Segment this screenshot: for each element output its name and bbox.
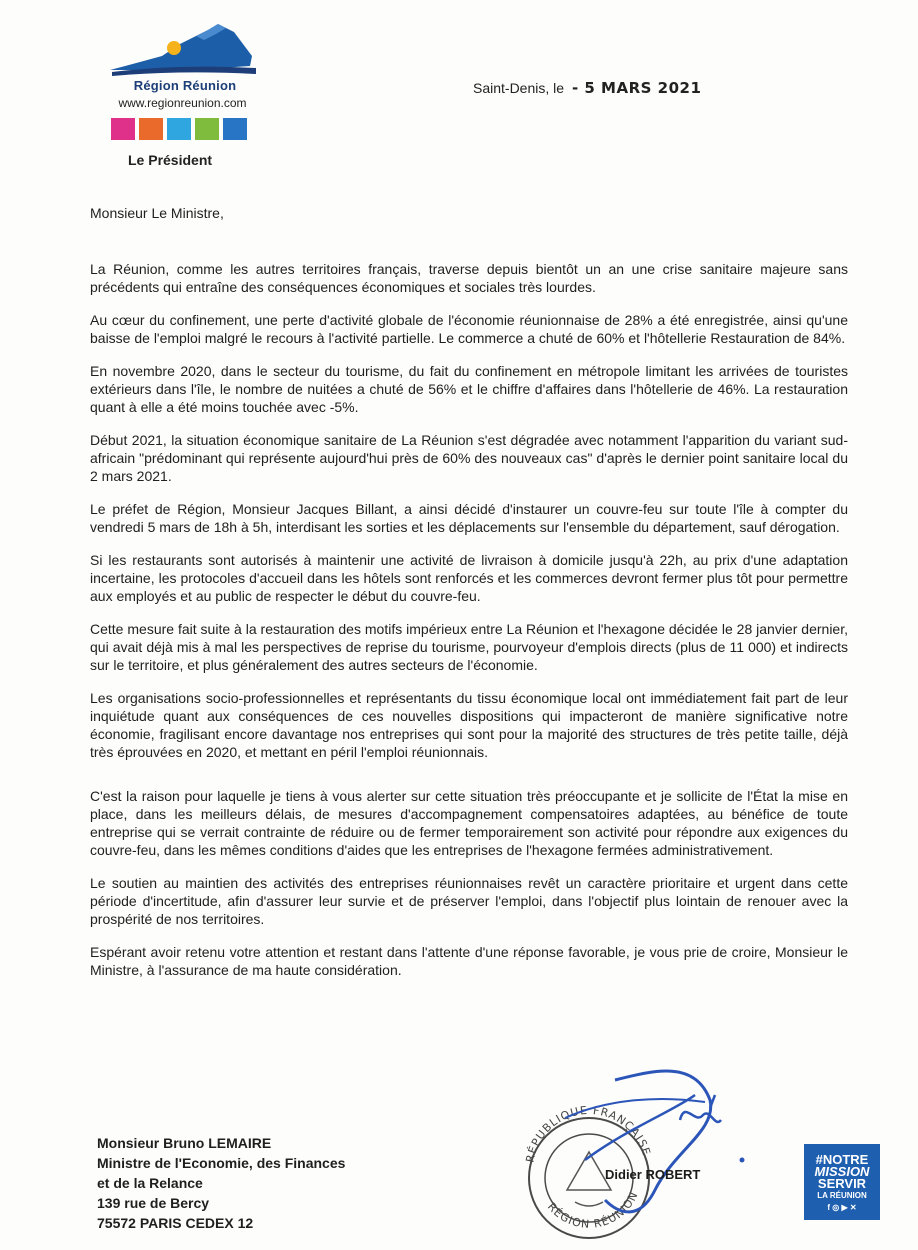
color-swatches	[111, 118, 247, 140]
paragraph: Au cœur du confinement, une perte d'activité globale de l'économie réunionnaise de 28% a été enregistrée, ainsi qu'une baisse de l'emploi malgré le recours à l'activité partielle. Le commerce a chuté de 60% et l'hôtellerie Restauration de 84%.	[90, 312, 848, 346]
recipient-street: 139 rue de Bercy	[97, 1195, 210, 1211]
recipient-title: Ministre de l'Economie, des Finances	[97, 1155, 346, 1171]
org-name: Région Réunion	[133, 78, 237, 93]
mission-badge	[804, 1144, 880, 1220]
badge-line: MISSION	[814, 1164, 870, 1179]
social-icons: f ◎ ▶ ✕	[827, 1203, 857, 1212]
date-value: - 5 MARS 2021	[571, 79, 702, 97]
paragraph: Espérant avoir retenu votre attention et restant dans l'attente d'une réponse favorable, je vous prie de croire, Monsieur le Ministre, à l'assurance de ma haute considération.	[90, 944, 848, 978]
letter-date	[473, 79, 701, 97]
recipient-name: Monsieur Bruno LEMAIRE	[97, 1135, 272, 1151]
mountain-logo-icon	[100, 22, 265, 78]
paragraph: La Réunion, comme les autres territoires français, traverse depuis bientôt un an une crise sanitaire majeure sans précédents qui entraîne des conséquences économiques et sociales très lourdes.	[90, 261, 848, 295]
paragraph: En novembre 2020, dans le secteur du tourisme, du fait du confinement en métropole limitant les arrivées de touristes extérieurs dans l'île, le nombre de nuitées a chuté de 56% et le chiffre d'affaires dans l'hôtellerie de 46%. La restauration quant à elle a été moins touchée avec -5%.	[90, 363, 848, 415]
region-logo	[100, 22, 265, 110]
svg-text:RÉGION RÉUNION: RÉGION RÉUNION	[544, 1189, 641, 1231]
paragraph: Le soutien au maintien des activités des entreprises réunionnaises revêt un caractère prioritaire et urgent dans cette période d'incertitude, afin d'assurer leur survie et de préserver l'emploi, dans l'objectif plus lointain de renouer avec la prospérité de nos territoires.	[90, 875, 848, 927]
swatch-blue	[223, 118, 247, 140]
signer-name: Didier ROBERT	[605, 1167, 701, 1182]
paragraph: Si les restaurants sont autorisés à maintenir une activité de livraison à domicile jusqu'à 22h, au prix d'une adaptation incertaine, les protocoles d'accueil dans les hôtels sont renforcés et les commerces devront fermer plus tôt pour permettre aux employés et au public de respecter le début du couvre-feu.	[90, 552, 848, 604]
sender-title: Le Président	[128, 152, 213, 168]
signature-stamp-icon	[505, 1040, 770, 1250]
org-url: www.regionreunion.com	[118, 96, 247, 110]
swatch-orange	[139, 118, 163, 140]
paragraph: Les organisations socio-professionnelles et représentants du tissu économique local ont immédiatement fait part de leur inquiétude quant aux conséquences de ces nouvelles dispositions qui impacteront de manière significative notre économie, fragilisant encore davantage nos entreprises qui sont pour la majorité des structures de très petite taille, déjà très éprouvées en 2020, et mettant en péril l'emploi réunionnais.	[90, 690, 848, 760]
svg-text:RÉPUBLIQUE FRANÇAISE: RÉPUBLIQUE FRANÇAISE	[523, 1103, 654, 1164]
swatch-green	[195, 118, 219, 140]
recipient-title-2: et de la Relance	[97, 1175, 203, 1191]
badge-line: #NOTRE	[815, 1152, 869, 1167]
paragraph: Cette mesure fait suite à la restauration des motifs impérieux entre La Réunion et l'hexagone décidée le 28 janvier dernier, qui avait déjà mis à mal les perspectives de reprise du tourisme, pourvoyeur d'emplois directs (plus de 11 000) et indirects sur le territoire, et plus généralement des autres secteurs de l'économie.	[90, 621, 848, 673]
paragraph: C'est la raison pour laquelle je tiens à vous alerter sur cette situation très préoccupante et je sollicite de l'État la mise en place, dans les meilleurs délais, de mesures d'accompagnement compensatoires adaptées, au bénéfice de toute entreprise qui se verrait contrainte de réduire ou de fermer temporairement son activité pour répondre aux exigences du couvre-feu, dans les mêmes conditions d'aides que les entreprises de l'hexagone fermées administrativement.	[90, 788, 848, 858]
paragraph: Le préfet de Région, Monsieur Jacques Billant, a ainsi décidé d'instaurer un couvre-feu sur toute l'île à compter du vendredi 5 mars de 18h à 5h, interdisant les sorties et les déplacements sur l'ensemble du département, sauf dérogation.	[90, 501, 848, 535]
badge-line: SERVIR	[817, 1176, 867, 1191]
swatch-cyan	[167, 118, 191, 140]
letter-body	[90, 260, 848, 979]
recipient-city: 75572 PARIS CEDEX 12	[97, 1215, 254, 1231]
swatch-pink	[111, 118, 135, 140]
badge-line: LA RÉUNION	[817, 1191, 867, 1200]
recipient-address	[97, 1133, 345, 1233]
date-place: Saint-Denis, le	[473, 80, 565, 96]
salutation: Monsieur Le Ministre,	[90, 205, 224, 221]
paragraph: Début 2021, la situation économique sanitaire de La Réunion s'est dégradée avec notamment l'apparition du variant sud-africain "prédominant qui représente aujourd'hui près de 60% des nouveaux cas" d'après le dernier point sanitaire local du 2 mars 2021.	[90, 432, 848, 484]
